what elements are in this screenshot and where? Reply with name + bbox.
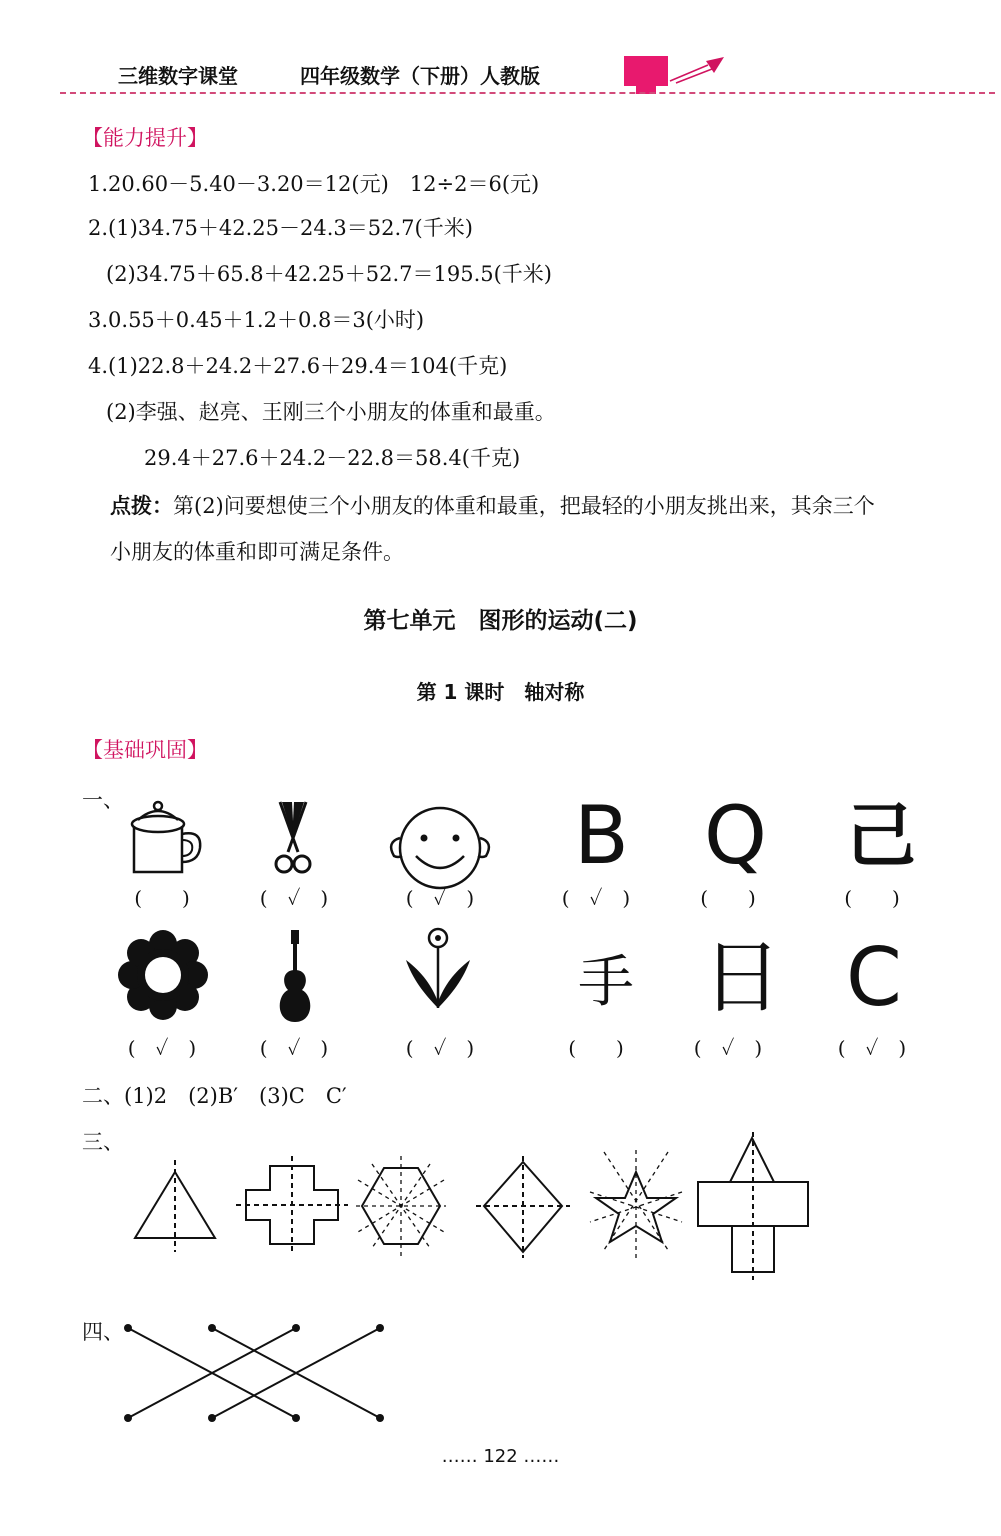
ability-line-6: (2)李强、赵亮、王刚三个小朋友的体重和最重。 <box>106 400 556 424</box>
q1-label: 一、 <box>82 788 124 812</box>
header-book-title: 四年级数学（下册）人教版 <box>300 64 540 88</box>
unit-title: 第七单元 图形的运动(二) <box>363 608 638 634</box>
q2-answer: 二、(1)2 (2)B′ (3)C C′ <box>82 1084 347 1108</box>
q4-label: 四、 <box>82 1320 124 1344</box>
ability-line-4: 3.0.55＋0.45＋1.2＋0.8＝3(小时) <box>88 308 425 332</box>
answer-letter-b: ( ✓ ) <box>561 886 631 910</box>
letter-c: C <box>846 931 902 1024</box>
answer-scissors: ( ✓ ) <box>259 886 329 910</box>
answer-mug: ( ) <box>134 886 190 910</box>
answer-char-ji: ( ) <box>844 886 900 910</box>
tip-text: 第(2)问要想使三个小朋友的体重和最重，把最轻的小朋友挑出来，其余三个 <box>173 494 875 518</box>
section-ability-label: 【能力提升】 <box>82 126 208 150</box>
q3-label: 三、 <box>82 1130 124 1154</box>
ability-line-2: 2.(1)34.75＋42.25－24.3＝52.7(千米) <box>88 216 473 240</box>
lesson-title: 第 1 课时 轴对称 <box>416 680 585 704</box>
char-ji: 己 <box>846 795 916 877</box>
answer-tulip: ( ✓ ) <box>405 1036 475 1060</box>
answer-char-shou: ( ) <box>568 1036 624 1060</box>
ability-line-3: (2)34.75＋65.8＋42.25＋52.7＝195.5(千米) <box>106 262 553 286</box>
char-shou: 手 <box>578 950 634 1015</box>
answer-letter-c: ( ✓ ) <box>837 1036 907 1060</box>
char-ri: 日 <box>702 931 782 1024</box>
ability-line-1: 1.20.60－5.40－3.20＝12(元) 12÷2＝6(元) <box>88 172 540 196</box>
ability-line-5: 4.(1)22.8＋24.2＋27.6＋29.4＝104(千克) <box>88 354 508 378</box>
section-basic-label: 【基础巩固】 <box>82 738 208 762</box>
answer-guitar: ( ✓ ) <box>259 1036 329 1060</box>
answer-char-ri: ( ✓ ) <box>693 1036 763 1060</box>
letter-b: B <box>574 789 629 882</box>
page-number: …… 122 …… <box>441 1446 560 1467</box>
answer-flower-shape: ( ✓ ) <box>127 1036 197 1060</box>
tip-line-2: 小朋友的体重和即可满足条件。 <box>110 540 404 564</box>
ability-line-7: 29.4＋27.6＋24.2－22.8＝58.4(千克) <box>144 446 521 470</box>
answer-smiley: ( ✓ ) <box>405 886 475 910</box>
header-series: 三维数字课堂 <box>118 64 238 88</box>
answer-letter-q: ( ) <box>700 886 756 910</box>
letter-q: Q <box>704 789 767 882</box>
tip-label: 点拨： <box>110 494 173 518</box>
